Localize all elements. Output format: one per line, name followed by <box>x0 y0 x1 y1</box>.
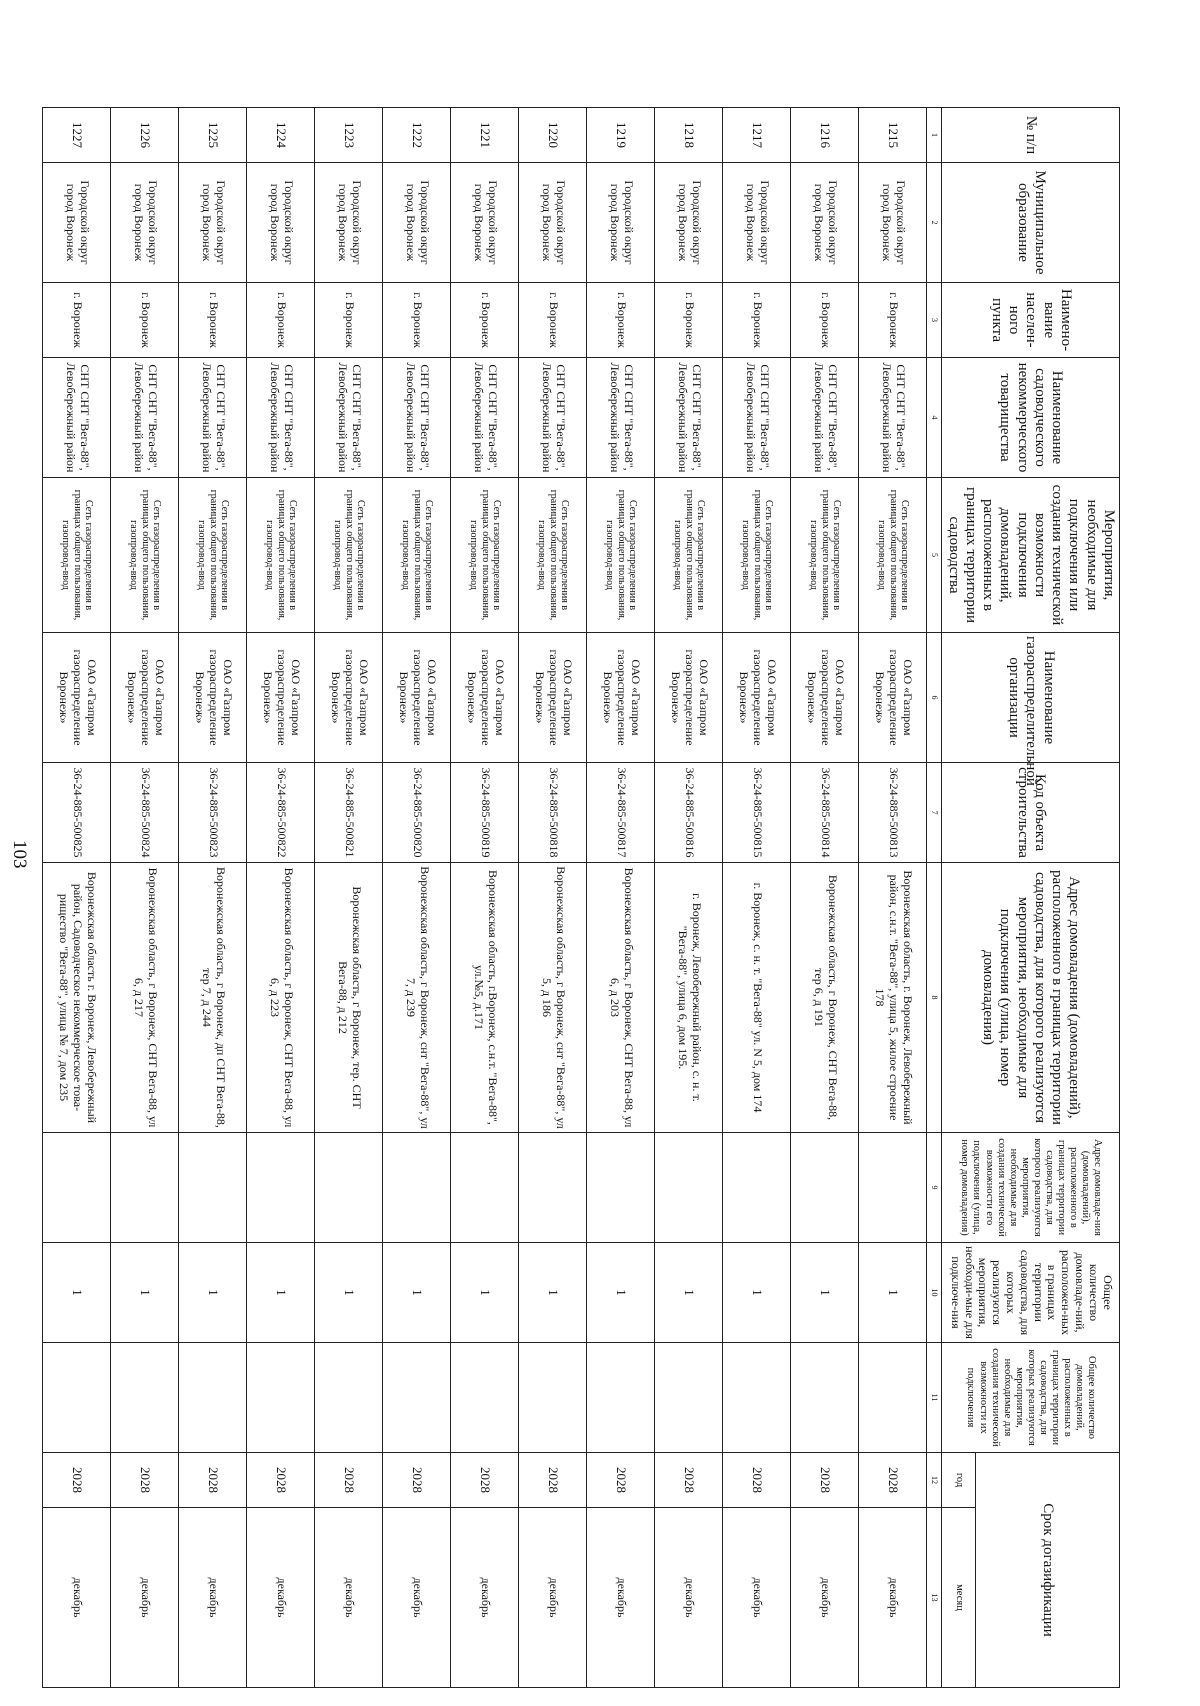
count-tech-cell <box>315 1343 383 1453</box>
count-cell: 1 <box>383 1243 451 1343</box>
gas-org-cell: ОАО «Газпром газораспределение Воронеж» <box>111 633 179 763</box>
count-tech-cell <box>519 1343 587 1453</box>
count-cell: 1 <box>179 1243 247 1343</box>
address-tech-cell <box>859 1133 927 1243</box>
column-numbers-row <box>927 108 942 1688</box>
measures-cell: Сеть газораспределения в границах общего пользования, газопровод-ввод <box>723 478 791 633</box>
gas-org-cell: ОАО «Газпром газораспределение Воронеж» <box>723 633 791 763</box>
gas-org-cell: ОАО «Газпром газораспределение Воронеж» <box>179 633 247 763</box>
count-cell: 1 <box>519 1243 587 1343</box>
address-cell: Воронежская область, г.Воронеж, с.н.т. "Вега-88", ул.№5, д.171 <box>451 863 519 1133</box>
object-code-cell: 36-24-885-500814 <box>791 763 859 863</box>
object-code-cell: 36-24-885-500816 <box>655 763 723 863</box>
object-code-cell: 36-24-885-500823 <box>179 763 247 863</box>
municipality-cell: Городской округ город Воронеж <box>43 163 111 283</box>
year-cell: 2028 <box>519 1453 587 1508</box>
count-tech-cell <box>655 1343 723 1453</box>
address-cell: Воронежская область, г Воронеж, снт "Вега-88", ул 5, д 186 <box>519 863 587 1133</box>
row-number-cell: 1220 <box>519 108 587 163</box>
year-cell: 2028 <box>383 1453 451 1508</box>
address-cell: Воронежская область г. Воронеж, Левобережный район, Садоводческое некоммерческое това- рищество "Вега-88", улица № 7, дом 235 <box>43 863 111 1133</box>
address-tech-cell <box>791 1133 859 1243</box>
document-sheet <box>57 107 1120 1687</box>
table-row <box>723 108 791 1688</box>
address-cell: г. Воронеж, с. н. т. "Вега-88" ул. N 5, дом 174 <box>723 863 791 1133</box>
address-cell: Воронежская область, г Воронеж, СНТ Вега-88, тер 6, д 191 <box>791 863 859 1133</box>
address-tech-cell <box>43 1133 111 1243</box>
header-year: год <box>942 1453 975 1508</box>
gas-org-cell: ОАО «Газпром газораспределение Воронеж» <box>383 633 451 763</box>
snt-name-cell: СНТ СНТ "Вега-88", Левобережный район <box>655 358 723 478</box>
year-cell: 2028 <box>43 1453 111 1508</box>
gas-org-cell: ОАО «Газпром газораспределение Воронеж» <box>791 633 859 763</box>
month-cell: декабрь <box>723 1508 791 1688</box>
address-cell: Воронежская область, г Воронеж, СНТ Вега-88, ул 6, д 203 <box>587 863 655 1133</box>
address-tech-cell <box>655 1133 723 1243</box>
row-number-cell: 1222 <box>383 108 451 163</box>
settlement-cell: г. Воронеж <box>723 283 791 358</box>
snt-name-cell: СНТ СНТ "Вега-88", Левобережный район <box>859 358 927 478</box>
gas-org-cell: ОАО «Газпром газораспределение Воронеж» <box>43 633 111 763</box>
gas-org-cell: ОАО «Газпром газораспределение Воронеж» <box>519 633 587 763</box>
year-cell: 2028 <box>179 1453 247 1508</box>
municipality-cell: Городской округ город Воронеж <box>859 163 927 283</box>
municipality-cell: Городской округ город Воронеж <box>587 163 655 283</box>
gas-org-cell: ОАО «Газпром газораспределение Воронеж» <box>451 633 519 763</box>
object-code-cell: 36-24-885-500822 <box>247 763 315 863</box>
object-code-cell: 36-24-885-500825 <box>43 763 111 863</box>
header-measures: Мероприятия, необходимые для подключения или создания технической возможности подключения домовладений, расположенных в границах территории садоводства <box>942 478 1120 633</box>
settlement-cell: г. Воронеж <box>315 283 383 358</box>
row-number-cell: 1216 <box>791 108 859 163</box>
object-code-cell: 36-24-885-500818 <box>519 763 587 863</box>
count-tech-cell <box>451 1343 519 1453</box>
column-number: 5 <box>927 478 942 633</box>
header-deadline: Срок догазификации <box>975 1453 1119 1688</box>
count-tech-cell <box>859 1343 927 1453</box>
header-municipality: Муниципальное образование <box>942 163 1120 283</box>
municipality-cell: Городской округ город Воронеж <box>723 163 791 283</box>
header-month: месяц <box>942 1508 975 1688</box>
address-cell: Воронежская область, г Воронеж, дп СНТ Вега-88, тер 7, д 244 <box>179 863 247 1133</box>
month-cell: декабрь <box>383 1508 451 1688</box>
count-cell: 1 <box>111 1243 179 1343</box>
table-row <box>111 108 179 1688</box>
address-tech-cell <box>587 1133 655 1243</box>
measures-cell: Сеть газораспределения в границах общего пользования, газопровод-ввод <box>519 478 587 633</box>
count-cell: 1 <box>43 1243 111 1343</box>
gas-org-cell: ОАО «Газпром газораспределение Воронеж» <box>655 633 723 763</box>
header-address: Адрес домовладения (домовладений), расположенного в границах территории садоводства, для которого реализуются мероприятия, необходимые для подключения (улица, номер домовладения) <box>942 863 1120 1133</box>
settlement-cell: г. Воронеж <box>111 283 179 358</box>
snt-name-cell: СНТ СНТ "Вега-88", Левобережный район <box>383 358 451 478</box>
table-body <box>43 108 927 1688</box>
row-number-cell: 1225 <box>179 108 247 163</box>
object-code-cell: 36-24-885-500824 <box>111 763 179 863</box>
month-cell: декабрь <box>247 1508 315 1688</box>
address-cell: Воронежская область, г Воронеж, СНТ Вега-88, ул 6, д 223 <box>247 863 315 1133</box>
snt-name-cell: СНТ СНТ "Вега-88", Левобережный район <box>791 358 859 478</box>
address-cell: Воронежская область, г Воронеж, тер. СНТ Вега-88, д 212 <box>315 863 383 1133</box>
column-number: 10 <box>927 1243 942 1343</box>
column-number: 9 <box>927 1133 942 1243</box>
count-tech-cell <box>587 1343 655 1453</box>
table-row <box>519 108 587 1688</box>
month-cell: декабрь <box>315 1508 383 1688</box>
count-tech-cell <box>111 1343 179 1453</box>
month-cell: декабрь <box>179 1508 247 1688</box>
count-cell: 1 <box>247 1243 315 1343</box>
year-cell: 2028 <box>723 1453 791 1508</box>
count-cell: 1 <box>315 1243 383 1343</box>
header-object-code: Код объекта строительства <box>942 763 1120 863</box>
year-cell: 2028 <box>111 1453 179 1508</box>
address-cell: Воронежская область, г. Воронеж, Левобережный район, с.н.т. "Вега-88", улица 5, жилое строение 178 <box>859 863 927 1133</box>
row-number-cell: 1221 <box>451 108 519 163</box>
municipality-cell: Городской округ город Воронеж <box>383 163 451 283</box>
column-number: 8 <box>927 863 942 1133</box>
municipality-cell: Городской округ город Воронеж <box>247 163 315 283</box>
column-number: 13 <box>927 1508 942 1688</box>
month-cell: декабрь <box>859 1508 927 1688</box>
measures-cell: Сеть газораспределения в границах общего пользования, газопровод-ввод <box>179 478 247 633</box>
table-row <box>791 108 859 1688</box>
gasification-table <box>43 107 1121 1688</box>
measures-cell: Сеть газораспределения в границах общего пользования, газопровод-ввод <box>43 478 111 633</box>
table-row <box>451 108 519 1688</box>
table-row <box>247 108 315 1688</box>
municipality-cell: Городской округ город Воронеж <box>179 163 247 283</box>
gas-org-cell: ОАО «Газпром газораспределение Воронеж» <box>859 633 927 763</box>
column-number: 1 <box>927 108 942 163</box>
settlement-cell: г. Воронеж <box>383 283 451 358</box>
year-cell: 2028 <box>587 1453 655 1508</box>
measures-cell: Сеть газораспределения в границах общего пользования, газопровод-ввод <box>587 478 655 633</box>
snt-name-cell: СНТ СНТ "Вега-88", Левобережный район <box>43 358 111 478</box>
measures-cell: Сеть газораспределения в границах общего пользования, газопровод-ввод <box>383 478 451 633</box>
column-number: 12 <box>927 1453 942 1508</box>
snt-name-cell: СНТ СНТ "Вега-88", Левобережный район <box>179 358 247 478</box>
settlement-cell: г. Воронеж <box>451 283 519 358</box>
municipality-cell: Городской округ город Воронеж <box>791 163 859 283</box>
address-tech-cell <box>247 1133 315 1243</box>
municipality-cell: Городской округ город Воронеж <box>519 163 587 283</box>
row-number-cell: 1223 <box>315 108 383 163</box>
column-number: 4 <box>927 358 942 478</box>
month-cell: декабрь <box>655 1508 723 1688</box>
table-row <box>859 108 927 1688</box>
snt-name-cell: СНТ СНТ "Вега-88", Левобережный район <box>315 358 383 478</box>
header-gas-org: Наименование газораспределительной организации <box>942 633 1120 763</box>
row-number-cell: 1219 <box>587 108 655 163</box>
object-code-cell: 36-24-885-500819 <box>451 763 519 863</box>
snt-name-cell: СНТ СНТ "Вега-88", Левобережный район <box>451 358 519 478</box>
address-cell: Воронежская область, г Воронеж, снт "Вега-88", ул 7, д 239 <box>383 863 451 1133</box>
address-cell: Воронежская область, г Воронеж, СНТ Вега-88, ул 6, д 217 <box>111 863 179 1133</box>
month-cell: декабрь <box>791 1508 859 1688</box>
measures-cell: Сеть газораспределения в границах общего пользования, газопровод-ввод <box>315 478 383 633</box>
measures-cell: Сеть газораспределения в границах общего пользования, газопровод-ввод <box>859 478 927 633</box>
count-cell: 1 <box>451 1243 519 1343</box>
header-address-tech: Адрес домовладе-ния (домовладений), расположенного в границах территории садоводства, для которого реализуются мероприятия, необходимые для создания технической возможности его подключения (улица, номер домовладения) <box>942 1133 1120 1243</box>
object-code-cell: 36-24-885-500815 <box>723 763 791 863</box>
measures-cell: Сеть газораспределения в границах общего пользования, газопровод-ввод <box>655 478 723 633</box>
object-code-cell: 36-24-885-500813 <box>859 763 927 863</box>
table-row <box>43 108 111 1688</box>
count-cell: 1 <box>587 1243 655 1343</box>
row-number-cell: 1217 <box>723 108 791 163</box>
address-tech-cell <box>315 1133 383 1243</box>
header-settlement: Наимено-вание населен-ного пункта <box>942 283 1120 358</box>
count-cell: 1 <box>859 1243 927 1343</box>
header-snt: Наименование садоводческого некоммерческого товарищества <box>942 358 1120 478</box>
measures-cell: Сеть газораспределения в границах общего пользования, газопровод-ввод <box>247 478 315 633</box>
column-number: 3 <box>927 283 942 358</box>
snt-name-cell: СНТ СНТ "Вега-88", Левобережный район <box>247 358 315 478</box>
header-count-tech: Общее количество домовладений, расположенных в границах территории садоводства, для которых реализуются мероприятия, необходимые для создания технической возможности их подключения <box>942 1343 1120 1453</box>
settlement-cell: г. Воронеж <box>519 283 587 358</box>
snt-name-cell: СНТ СНТ "Вега-88", Левобережный район <box>519 358 587 478</box>
table-row <box>179 108 247 1688</box>
column-number: 7 <box>927 763 942 863</box>
municipality-cell: Городской округ город Воронеж <box>111 163 179 283</box>
municipality-cell: Городской округ город Воронеж <box>451 163 519 283</box>
settlement-cell: г. Воронеж <box>587 283 655 358</box>
settlement-cell: г. Воронеж <box>179 283 247 358</box>
year-cell: 2028 <box>315 1453 383 1508</box>
address-tech-cell <box>111 1133 179 1243</box>
address-tech-cell <box>383 1133 451 1243</box>
count-tech-cell <box>383 1343 451 1453</box>
municipality-cell: Городской округ город Воронеж <box>655 163 723 283</box>
column-number: 6 <box>927 633 942 763</box>
address-tech-cell <box>451 1133 519 1243</box>
table-row <box>315 108 383 1688</box>
month-cell: декабрь <box>519 1508 587 1688</box>
header-count: Общее количество домовладе-ний, расположен-ных в границах территории садоводства, для которых реализуются мероприятия, необходи-мые для подключе-ния <box>942 1243 1120 1343</box>
count-cell: 1 <box>655 1243 723 1343</box>
snt-name-cell: СНТ СНТ "Вега-88", Левобережный район <box>587 358 655 478</box>
object-code-cell: 36-24-885-500821 <box>315 763 383 863</box>
object-code-cell: 36-24-885-500820 <box>383 763 451 863</box>
count-tech-cell <box>43 1343 111 1453</box>
month-cell: декабрь <box>111 1508 179 1688</box>
address-tech-cell <box>723 1133 791 1243</box>
snt-name-cell: СНТ СНТ "Вега-88", Левобережный район <box>723 358 791 478</box>
month-cell: декабрь <box>43 1508 111 1688</box>
count-tech-cell <box>791 1343 859 1453</box>
year-cell: 2028 <box>451 1453 519 1508</box>
table-row <box>587 108 655 1688</box>
row-number-cell: 1226 <box>111 108 179 163</box>
count-cell: 1 <box>723 1243 791 1343</box>
header-row-number: № п/п <box>942 108 1120 163</box>
settlement-cell: г. Воронеж <box>247 283 315 358</box>
measures-cell: Сеть газораспределения в границах общего пользования, газопровод-ввод <box>451 478 519 633</box>
settlement-cell: г. Воронеж <box>791 283 859 358</box>
count-cell: 1 <box>791 1243 859 1343</box>
snt-name-cell: СНТ СНТ "Вега-88", Левобережный район <box>111 358 179 478</box>
year-cell: 2028 <box>791 1453 859 1508</box>
object-code-cell: 36-24-885-500817 <box>587 763 655 863</box>
settlement-cell: г. Воронеж <box>43 283 111 358</box>
row-number-cell: 1218 <box>655 108 723 163</box>
address-cell: г. Воронеж, Левобережный район, с. н. т. "Вега-88", улица 6, дом 195. <box>655 863 723 1133</box>
column-number: 11 <box>927 1343 942 1453</box>
table-row <box>383 108 451 1688</box>
row-number-cell: 1224 <box>247 108 315 163</box>
column-number: 2 <box>927 163 942 283</box>
year-cell: 2028 <box>655 1453 723 1508</box>
row-number-cell: 1215 <box>859 108 927 163</box>
month-cell: декабрь <box>451 1508 519 1688</box>
row-number-cell: 1227 <box>43 108 111 163</box>
gas-org-cell: ОАО «Газпром газораспределение Воронеж» <box>315 633 383 763</box>
count-tech-cell <box>247 1343 315 1453</box>
measures-cell: Сеть газораспределения в границах общего пользования, газопровод-ввод <box>791 478 859 633</box>
table-row <box>655 108 723 1688</box>
address-tech-cell <box>519 1133 587 1243</box>
gas-org-cell: ОАО «Газпром газораспределение Воронеж» <box>587 633 655 763</box>
settlement-cell: г. Воронеж <box>655 283 723 358</box>
year-cell: 2028 <box>247 1453 315 1508</box>
count-tech-cell <box>723 1343 791 1453</box>
month-cell: декабрь <box>587 1508 655 1688</box>
gas-org-cell: ОАО «Газпром газораспределение Воронеж» <box>247 633 315 763</box>
measures-cell: Сеть газораспределения в границах общего пользования, газопровод-ввод <box>111 478 179 633</box>
address-tech-cell <box>179 1133 247 1243</box>
count-tech-cell <box>179 1343 247 1453</box>
municipality-cell: Городской округ город Воронеж <box>315 163 383 283</box>
settlement-cell: г. Воронеж <box>859 283 927 358</box>
page-number: 103 <box>9 840 30 869</box>
year-cell: 2028 <box>859 1453 927 1508</box>
